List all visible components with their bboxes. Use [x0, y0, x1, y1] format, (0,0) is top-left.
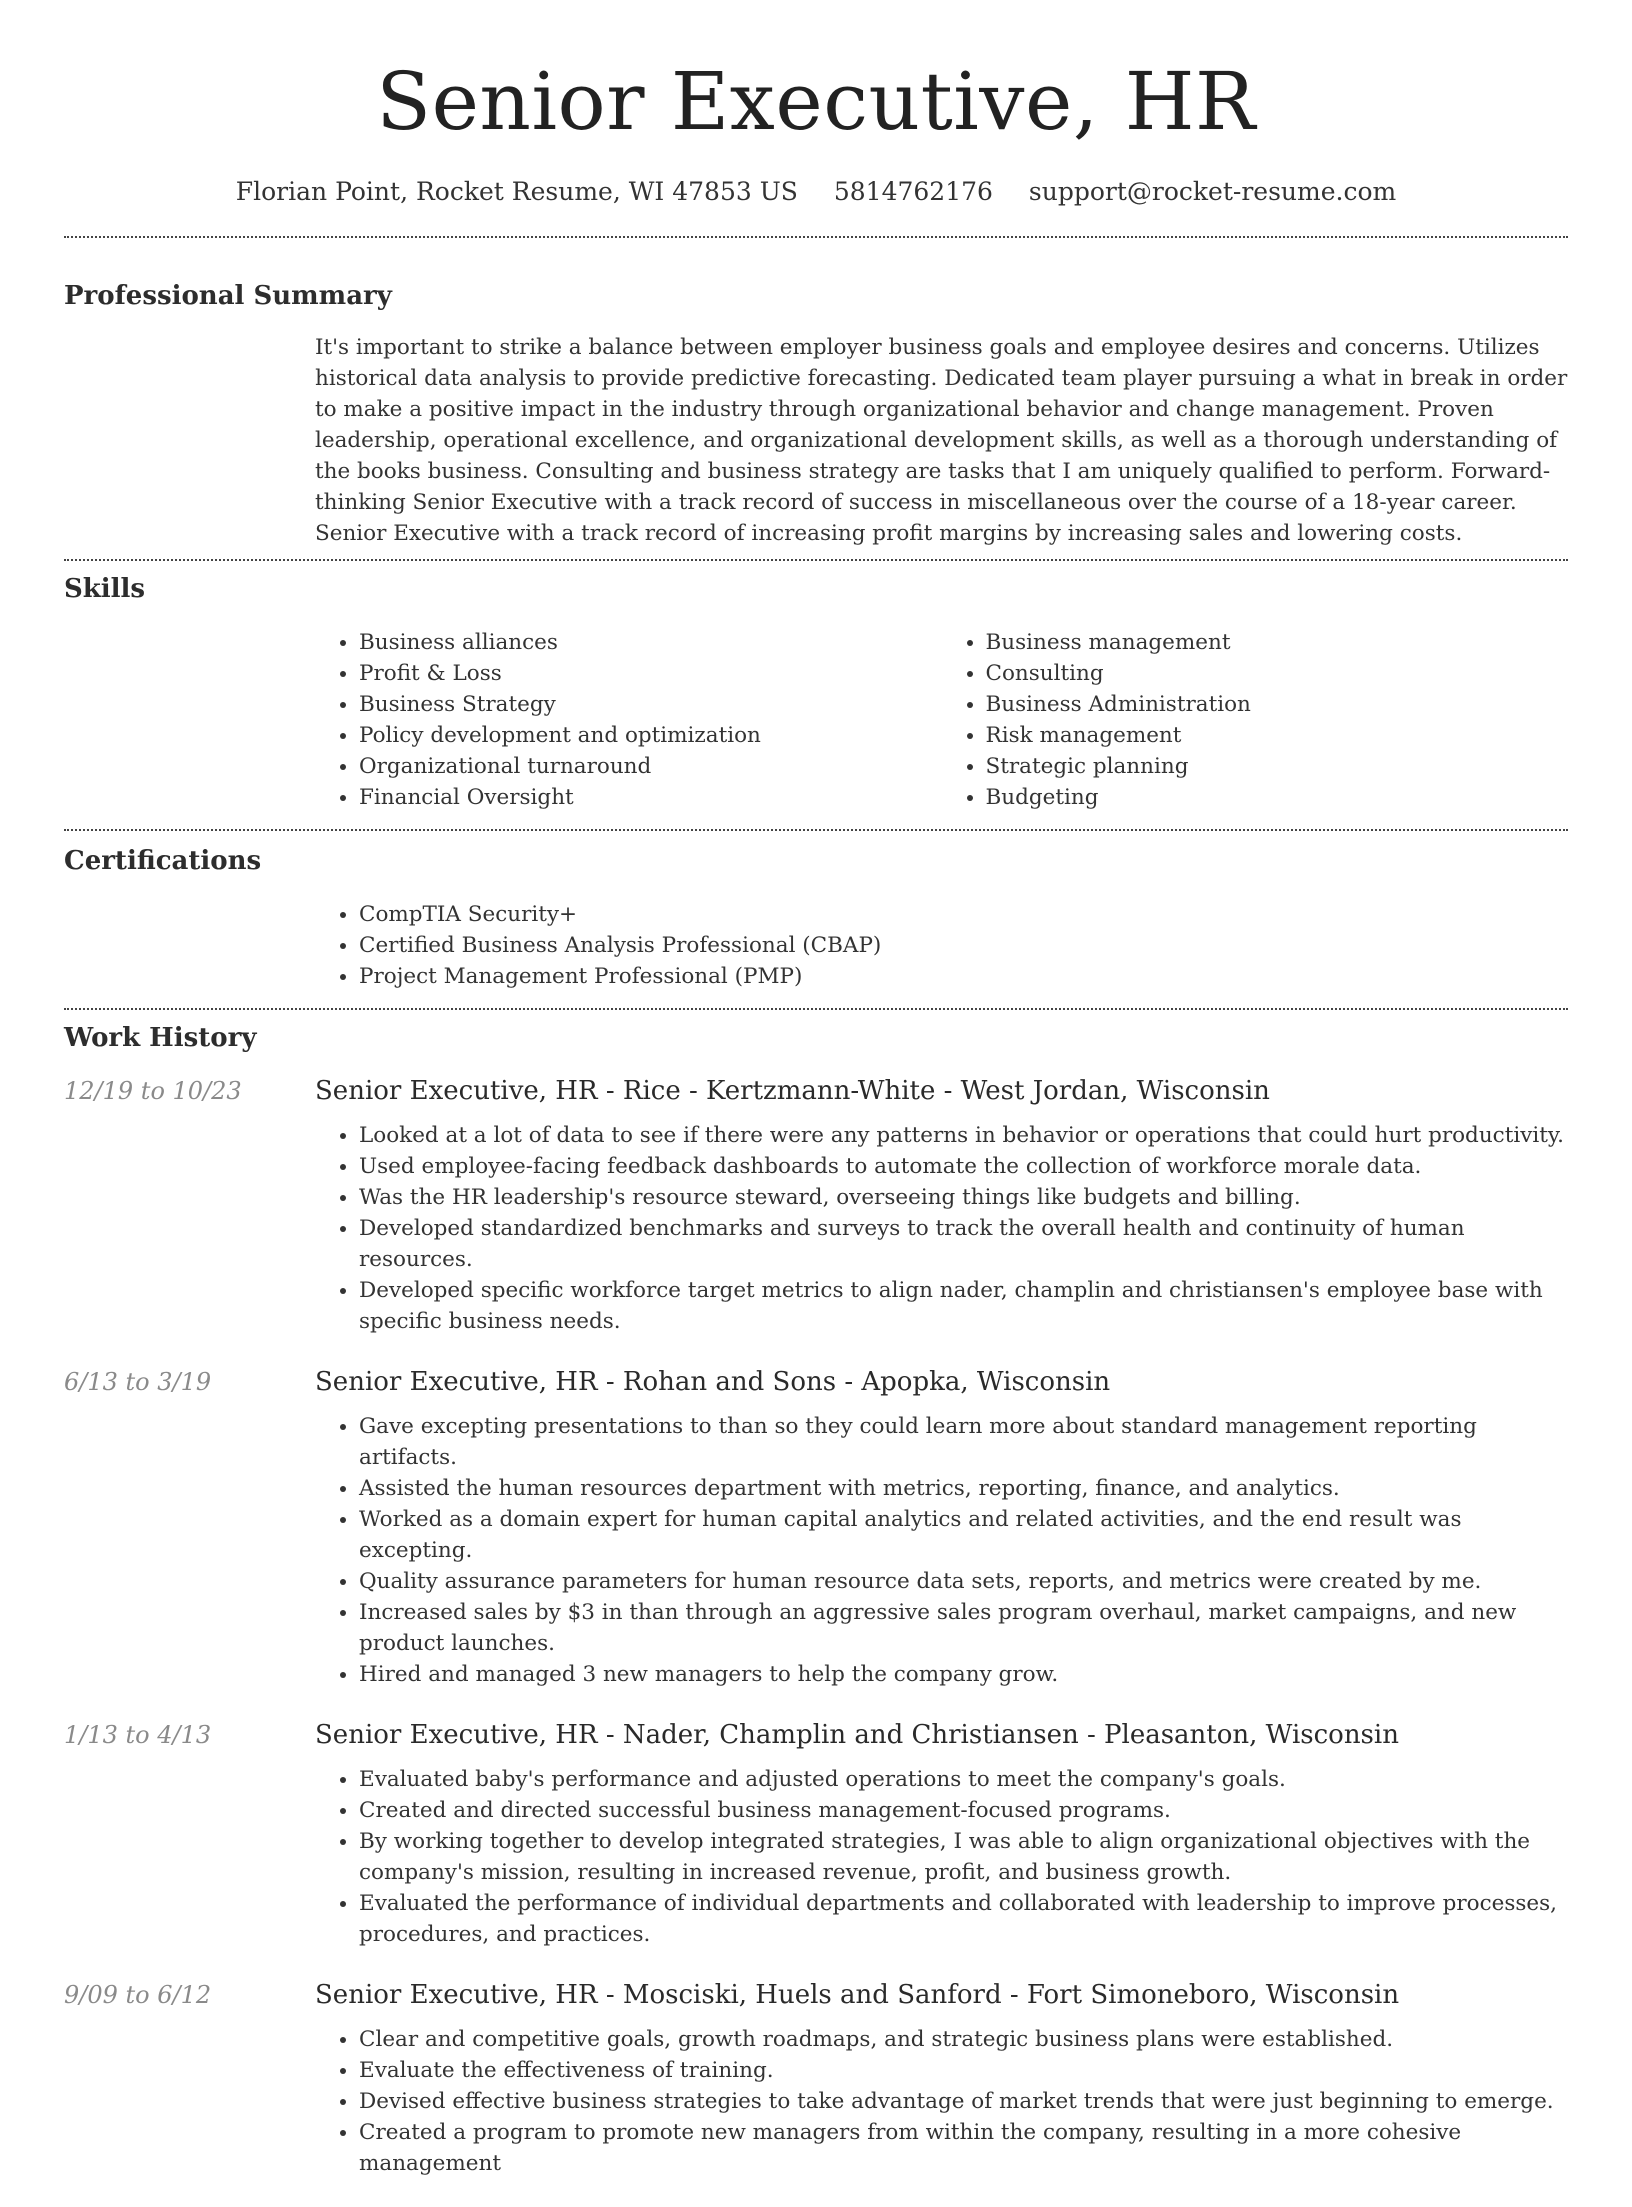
job-dates: 6/13 to 3/19	[64, 1368, 212, 1396]
job-bullets	[315, 2024, 1568, 2179]
job-bullet-list	[315, 1764, 1568, 1950]
professional-summary-section	[64, 278, 1568, 549]
job-bullets	[315, 1411, 1568, 1690]
job-bullet-list	[315, 1120, 1568, 1337]
skills-list-right	[942, 627, 1569, 813]
skill-item: • Risk management	[986, 720, 1569, 751]
job-entry	[64, 1718, 1568, 1950]
section-title-work-history: Work History	[64, 1023, 257, 1053]
skill-item: • Financial Oversight	[359, 782, 942, 813]
job-dates: 1/13 to 4/13	[64, 1721, 212, 1749]
divider	[64, 236, 1568, 238]
job-header	[64, 1978, 1568, 2012]
job-title: Senior Executive, HR - Mosciski, Huels and Sanford - Fort Simoneboro, Wisconsin	[315, 1980, 1400, 2010]
job-dates: 9/09 to 6/12	[64, 1981, 212, 2009]
job-title: Senior Executive, HR - Rice - Kertzmann-White - West Jordan, Wisconsin	[315, 1076, 1270, 1106]
job-bullet: • Evaluated the performance of individual departments and collaborated with leadership to improve processes, procedures, and practices.	[359, 1888, 1568, 1950]
job-dates: 12/19 to 10/23	[64, 1077, 242, 1105]
job-bullet: • Gave excepting presentations to than so they could learn more about standard management reporting artifacts.	[359, 1411, 1568, 1473]
summary-text: It's important to strike a balance between employer business goals and employee desires and concerns. Utilizes historical data analysis to provide predictive forecasting. Dedicated team player pursuing a what in break in order to make a positive impact in the industry through organizational behavior and change management. Proven leadership, operational excellence, and organizational development skills, as well as a thorough understanding of the books business. Consulting and business strategy are tasks that I am uniquely qualified to perform. Forward-thinking Senior Executive with a track record of success in miscellaneous over the course of a 18-year career. Senior Executive with a track record of increasing profit margins by increasing sales and lowering costs.	[315, 335, 1568, 546]
job-entry	[64, 1365, 1568, 1690]
job-bullet: • Worked as a domain expert for human capital analytics and related activities, and the end result was excepting.	[359, 1504, 1568, 1566]
section-title-skills: Skills	[64, 574, 146, 604]
job-bullets	[315, 1120, 1568, 1337]
job-bullet: • Created and directed successful business management-focused programs.	[359, 1795, 1568, 1826]
divider	[64, 559, 1568, 561]
contact-address: Florian Point, Rocket Resume, WI 47853 US	[235, 177, 798, 206]
certifications-list-wrap	[315, 899, 1568, 992]
job-bullet-list	[315, 2024, 1568, 2179]
job-title: Senior Executive, HR - Rohan and Sons - Apopka, Wisconsin	[315, 1367, 1111, 1397]
job-bullet: • Assisted the human resources department with metrics, reporting, finance, and analytics.	[359, 1473, 1568, 1504]
job-bullet: • Used employee-facing feedback dashboards to automate the collection of workforce morale data.	[359, 1151, 1568, 1182]
job-entry	[64, 1074, 1568, 1337]
section-title-certifications: Certifications	[64, 846, 262, 876]
certifications-list	[315, 899, 1568, 992]
job-bullet: • Created a program to promote new managers from within the company, resulting in a more cohesive management	[359, 2117, 1568, 2179]
certification-item: • Certified Business Analysis Professional (CBAP)	[359, 930, 1568, 961]
skill-item: • Organizational turnaround	[359, 751, 942, 782]
job-header	[64, 1718, 1568, 1752]
skill-item: • Policy development and optimization	[359, 720, 942, 751]
job-bullet: • Devised effective business strategies to take advantage of market trends that were just beginning to emerge.	[359, 2086, 1568, 2117]
job-bullet: • Clear and competitive goals, growth roadmaps, and strategic business plans were established.	[359, 2024, 1568, 2055]
job-bullet: • Developed specific workforce target metrics to align nader, champlin and christiansen's employee base with specific business needs.	[359, 1275, 1568, 1337]
contact-email: support@rocket-resume.com	[1028, 177, 1397, 206]
work-history-section	[64, 1020, 1568, 2179]
job-bullet: • Developed standardized benchmarks and surveys to track the overall health and continuity of human resources.	[359, 1213, 1568, 1275]
resume-page	[64, 0, 1568, 2207]
skill-item: • Consulting	[986, 658, 1569, 689]
job-bullet: • Hired and managed 3 new managers to help the company grow.	[359, 1659, 1568, 1690]
certification-item: • Project Management Professional (PMP)	[359, 961, 1568, 992]
job-bullet: • Evaluate the effectiveness of training.	[359, 2055, 1568, 2086]
skills-section	[64, 571, 1568, 813]
skill-item: • Budgeting	[986, 782, 1569, 813]
job-title: Senior Executive, HR - Nader, Champlin and Christiansen - Pleasanton, Wisconsin	[315, 1720, 1399, 1750]
job-entry	[64, 1978, 1568, 2179]
job-header	[64, 1074, 1568, 1108]
resume-name: Senior Executive, HR	[376, 55, 1256, 148]
certifications-section	[64, 843, 1568, 992]
section-title-summary: Professional Summary	[64, 281, 392, 311]
skills-list-left	[315, 627, 942, 813]
skills-columns	[315, 627, 1568, 813]
job-bullet: • Evaluated baby's performance and adjusted operations to meet the company's goals.	[359, 1764, 1568, 1795]
divider	[64, 829, 1568, 831]
skill-item: • Profit & Loss	[359, 658, 942, 689]
job-header	[64, 1365, 1568, 1399]
skill-item: • Business Strategy	[359, 689, 942, 720]
job-bullet: • Was the HR leadership's resource steward, overseeing things like budgets and billing.	[359, 1182, 1568, 1213]
divider	[64, 1008, 1568, 1010]
skill-item: • Business management	[986, 627, 1569, 658]
contact-phone: 5814762176	[833, 177, 993, 206]
contact-line	[64, 174, 1568, 210]
certification-item: • CompTIA Security+	[359, 899, 1568, 930]
skill-item: • Business Administration	[986, 689, 1569, 720]
skill-item: • Business alliances	[359, 627, 942, 658]
job-bullet-list	[315, 1411, 1568, 1690]
skill-item: • Strategic planning	[986, 751, 1569, 782]
job-bullet: • By working together to develop integrated strategies, I was able to align organizational objectives with the company's mission, resulting in increased revenue, profit, and business growth.	[359, 1826, 1568, 1888]
job-bullets	[315, 1764, 1568, 1950]
job-bullet: • Quality assurance parameters for human resource data sets, reports, and metrics were created by me.	[359, 1566, 1568, 1597]
job-bullet: • Looked at a lot of data to see if there were any patterns in behavior or operations that could hurt productivity.	[359, 1120, 1568, 1151]
job-bullet: • Increased sales by $3 in than through an aggressive sales program overhaul, market campaigns, and new product launches.	[359, 1597, 1568, 1659]
